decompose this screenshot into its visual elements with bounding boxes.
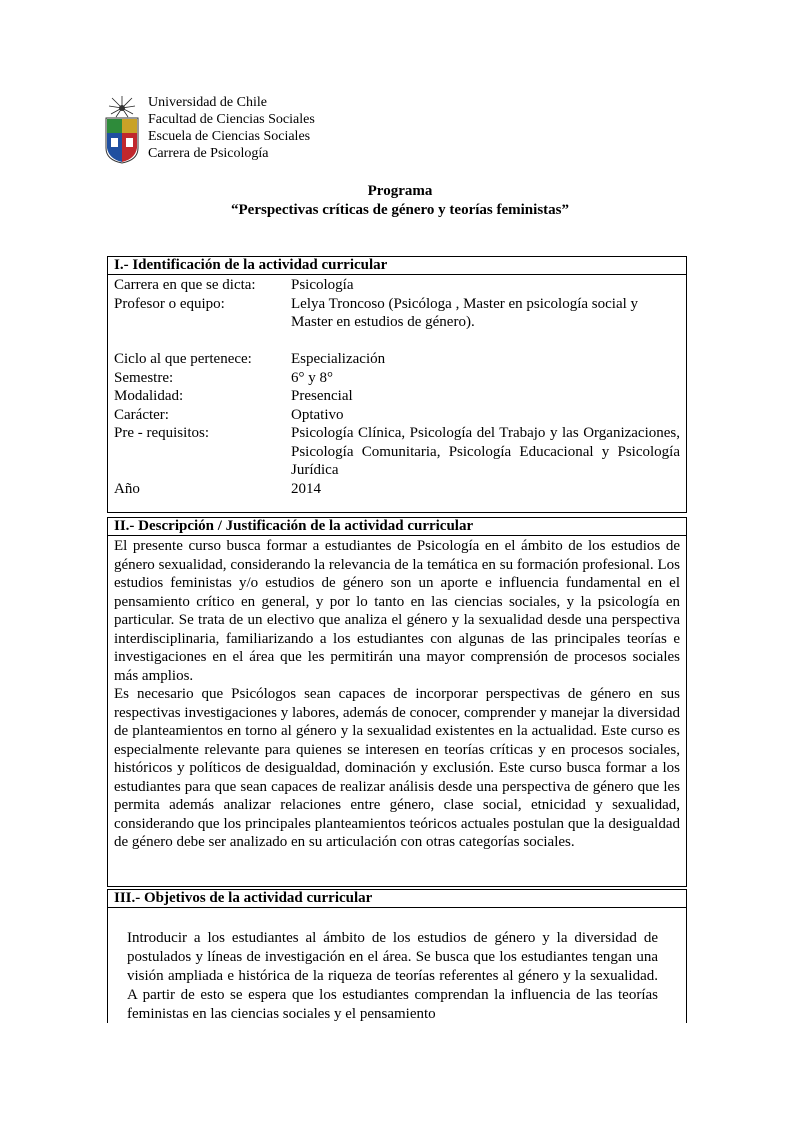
row-value: 6° y 8°	[291, 369, 333, 386]
info-row-semestre	[108, 369, 686, 388]
row-label: Ciclo al que pertenece:	[114, 351, 252, 367]
section-identification	[107, 256, 687, 513]
section-heading: I.- Identificación de la actividad curricular	[108, 257, 686, 275]
university-name: Universidad de Chile	[148, 95, 267, 110]
info-row-anio	[108, 480, 686, 499]
description-paragraph: Es necesario que Psicólogos sean capaces de incorporar perspectivas de género en sus respectivas investigaciones y labores, además de conocer, comprender y manejar la diversidad de planteamientos en torno al género y la sexualidad existentes en la actualidad. Este curso es especialmente relevante para quienes se interesen en teorías críticas y en procesos sociales, históricos y políticos de desigualdad, dominación y exclusión. Este curso busca formar a los estudiantes para que sean capaces de realizar análisis desde una perspectiva de género que les permita además analizar relaciones entre género, clase social, etnicidad y sexualidad, considerando que los principales planteamientos teóricos actuales postulan que la desigualdad de género debe ser analizado en su articulación con otras categorías sociales.	[114, 686, 680, 850]
section-heading: III.- Objetivos de la actividad curricular	[108, 890, 686, 908]
row-value: Psicología Clínica, Psicología del Trabajo y las Organizaciones, Psicología Comunitaria, Psicología Educacional y Psicología Jurídica	[291, 425, 680, 478]
institution-lines	[148, 94, 315, 162]
school-name: Escuela de Ciencias Sociales	[148, 129, 311, 144]
row-value: Especialización	[291, 351, 386, 367]
faculty-name: Facultad de Ciencias Sociales	[148, 112, 315, 127]
row-label: Pre - requisitos:	[114, 425, 209, 441]
row-label: Profesor o equipo:	[114, 295, 225, 312]
course-title: “Perspectivas críticas de género y teorías feministas”	[231, 202, 569, 218]
row-value: 2014	[291, 480, 321, 497]
section-heading: II.- Descripción / Justificación de la actividad curricular	[108, 518, 686, 536]
info-row-ciclo	[108, 350, 686, 369]
info-row-spacer	[108, 332, 686, 351]
info-row-profesor	[108, 295, 686, 332]
row-value: Optativo	[291, 406, 344, 423]
info-row-caracter	[108, 406, 686, 425]
row-label: Carrera en que se dicta:	[114, 277, 256, 293]
document-title: Programa	[367, 183, 433, 199]
row-value: Lelya Troncoso (Psicóloga , Master en psicología social y Master en estudios de género).	[291, 295, 639, 330]
objectives-body	[108, 908, 686, 1024]
row-value: Presencial	[291, 388, 353, 404]
row-label: Año	[114, 480, 140, 497]
university-crest-logo	[103, 94, 141, 164]
info-row-prerequisitos	[108, 424, 686, 480]
section-objectives	[107, 889, 687, 1023]
description-body	[108, 536, 686, 852]
row-value: Psicología	[291, 277, 354, 293]
row-label: Semestre:	[114, 369, 174, 386]
objectives-paragraph: Introducir a los estudiantes al ámbito de los estudios de género y la diversidad de postulados y líneas de investigación en el área. Se busca que los estudiantes tengan una visión ampliada e histórica de la riqueza de teorías referentes al género y la sexualidad. A partir de esto se espera que los estudiantes comprendan la influencia de las teorías feministas en las ciencias sociales y el pensamiento	[127, 930, 658, 1022]
description-paragraph: El presente curso busca formar a estudiantes de Psicología en el ámbito de los estudios de género sexualidad, considerando la relevancia de la temática en su formación profesional. Los estudios feministas y/o estudios de género son un aporte e influencia fundamental en el pensamiento crítico en general, y por lo tanto en las ciencias sociales, y la psicología en particular. Se trata de un electivo que analiza el género y la sexualidad desde una perspectiva interdisciplinaria, familiarizando a los estudiantes con algunas de las principales teorías e investigaciones en el área que les permitirán una mayor comprensión de procesos sociales más amplios.	[114, 538, 680, 684]
section-description	[107, 517, 687, 887]
info-row-modalidad	[108, 387, 686, 406]
program-name: Carrera de Psicología	[148, 146, 269, 161]
info-row-carrera	[108, 276, 686, 295]
row-label: Modalidad:	[114, 388, 184, 404]
row-label: Carácter:	[114, 406, 169, 423]
